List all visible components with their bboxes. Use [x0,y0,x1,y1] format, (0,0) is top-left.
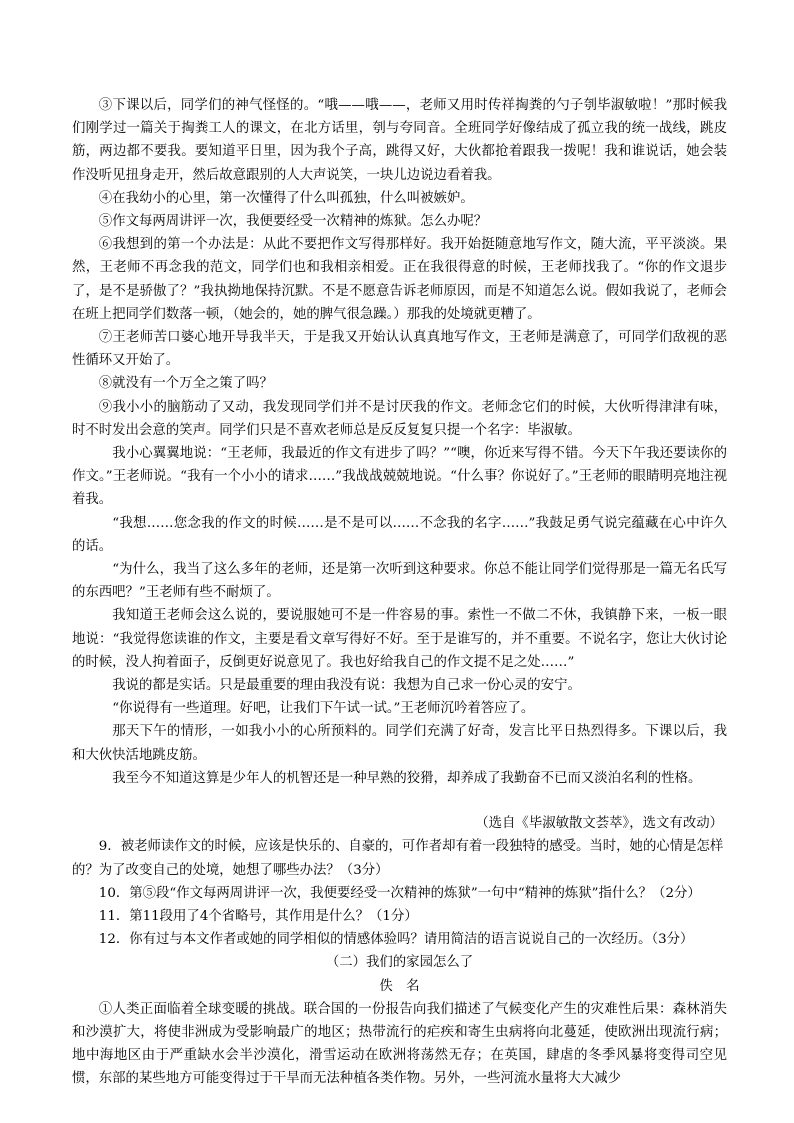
paragraph-4: ④在我幼小的心里，第一次懂得了什么叫孤独，什么叫被嫉妒。 [98,190,474,206]
section-title: （二）我们的家园怎么了 [325,955,474,971]
author-line: 佚 名 [379,978,420,994]
dialogue-paragraph: 我说的都是实话。只是最重要的理由我没有说：我想为自己求一份心灵的安宁。 [112,678,581,694]
dialogue-paragraph: “你说得有一些道理。好吧，让我们下午试一试。”王老师沉吟着答应了。 [112,701,535,717]
dialogue-paragraph: 我小心翼翼地说：“王老师，我最近的作文有进步了吗？”“噢，你近来写得不错。今天下午我还要读你的作文。”王老师说。“我有一个小小的请求……”我战战兢兢地说。“什么事？你说好了。”王老师的眼睛明亮地注视着我。 [72,446,727,508]
question-10: 10．第⑤段“作文每两周讲评一次，我便要经受一次精神的炼狱”一句中“精神的炼狱”指什么？（2分） [98,885,701,901]
source-citation: （选自《毕淑敏散文荟萃》，选文有改动） [475,816,723,832]
section-paragraph-1: ①人类正面临着全球变暖的挑战。联合国的一份报告向我们描述了气候变化产生的灾难性后果：森林消失和沙漠扩大，将使非洲成为受影响最广的地区；热带流行的疟疾和寄生虫病将向北蔓延，使欧洲出现流行病；地中海地区由于严重缺水会半沙漠化，滑雪运动在欧洲将荡然无存；在英国，肆虐的冬季风暴将变得司空见惯，东部的某些地方可能变得过于干旱而无法种植各类作物。另外，一些河流水量将大大减少 [72,1001,727,1087]
dialogue-paragraph: 我知道王老师会这么说的，要说服她可不是一件容易的事。索性一不做二不休，我镇静下来，一板一眼地说：“我觉得您读谁的作文，主要是看文章写得好不好。至于是谁写的，并不重要。不说名字，您让大伙讨论的时候，没人拘着面子，反倒更好说意见了。我也好给我自己的作文提不足之处……” [72,608,727,670]
question-11: 11．第11段用了4个省略号，其作用是什么？（1分） [98,908,418,924]
document-page [72,94,727,1091]
paragraph-5: ⑤作文每两周讲评一次，我便要经受一次精神的炼狱。怎么办呢？ [98,214,488,230]
spacer [72,790,727,806]
paragraph-9: ⑨我小小的脑筋动了又动，我发现同学们并不是讨厌我的作文。老师念它们的时候，大伙听得津津有味，时不时发出会意的笑声。同学们只是不喜欢老师总是反反复复只提一个名字：毕淑敏。 [72,399,727,438]
paragraph-6: ⑥我想到的第一个办法是：从此不要把作文写得那样好。我开始挺随意地写作文，随大流，平平淡淡。果然，王老师不再念我的范文，同学们也和我相亲相爱。正在我很得意的时候，王老师找我了。“你的作文退步了，是不是骄傲了？”我执拗地保持沉默。不是不愿意告诉老师原因，而是不知道怎么说。假如我说了，老师会在班上把同学们数落一顿，（她会的，她的脾气很急躁。）那我的处境就更糟了。 [72,237,727,322]
paragraph-8: ⑧就没有一个万全之策了吗？ [98,376,273,392]
question-12: 12．你有过与本文作者或她的同学相似的情感体验吗？请用简洁的语言说说自己的一次经历。（3分） [98,932,694,948]
dialogue-paragraph: “我想……您念我的作文的时候……是不是可以……不念我的名字……”我鼓足勇气说完蕴藏在心中许久的话。 [72,515,727,554]
paragraph-3: ③下课以后，同学们的神气怪怪的。“哦——哦——，老师又用时传祥掏粪的勺子刳毕淑敏啦！”那时候我们刚学过一篇关于掏粪工人的课文，在北方话里，刳与夸同音。全班同学好像结成了孤立我的统一战线，跳皮筋，两边都不要我。要知道平日里，因为我个子高，跳得又好，大伙都抢着跟我一拨呢！我和谁说话，她会装作没听见扭身走开，然后故意跟别的人大声说笑，一块儿边说边看着我。 [72,98,727,183]
dialogue-paragraph: 那天下午的情形，一如我小小的心所预料的。同学们充满了好奇，发言比平日热烈得多。下课以后，我和大伙快活地跳皮筋。 [72,724,727,763]
question-9: 9．被老师读作文的时候，应该是快乐的、自豪的，可作者却有着一段独特的感受。当时，她的心情是怎样的？为了改变自己的处境，她想了哪些办法？（3分） [72,839,724,878]
dialogue-paragraph: “为什么，我当了这么多年的老师，还是第一次听到这种要求。你总不能让同学们觉得那是一篇无名氏写的东西吧？”王老师有些不耐烦了。 [72,562,727,601]
paragraph-7: ⑦王老师苦口婆心地开导我半天，于是我又开始认认真真地写作文，王老师是满意了，可同学们敌视的恶性循环又开始了。 [72,330,727,369]
closing-paragraph: 我至今不知道这算是少年人的机智还是一种早熟的狡猾，却养成了我勤奋不已而又淡泊名利的性格。 [112,770,702,786]
